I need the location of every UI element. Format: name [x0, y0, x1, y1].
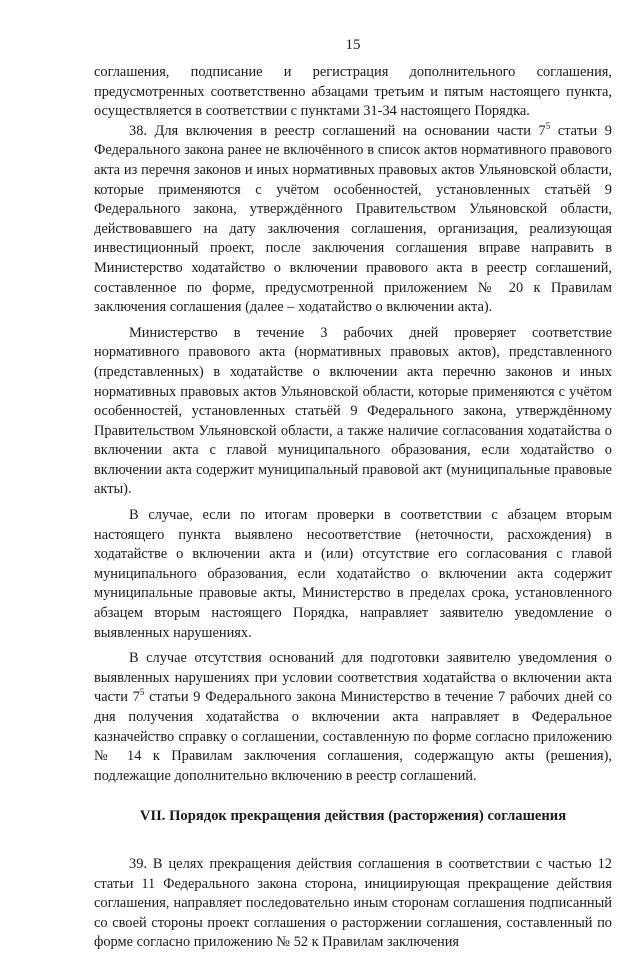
superscript: 5 — [139, 687, 145, 698]
document-page — [94, 36, 612, 953]
section-heading: VII. Порядок прекращения действия (расторжения) соглашения — [139, 808, 567, 825]
paragraph-discrepancy: В случае, если по итогам проверки в соответствии с абзацем вторым настоящего пункта выявлено несоответствие (неточности, расхождения) в ходатайстве о включении акта и (или) отсутствие его согласования с главой муниципального образования, если ходатайство о включении акта содержит муниципальные правовые акты, Министерство в пределах срока, установленного абзацем вторым настоящего Порядка, направляет заявителю уведомление о выявленных нарушениях. — [94, 507, 612, 641]
paragraph-no-grounds-start: В случае отсутствия оснований для подготовки заявителю уведомления о выявленных нарушениях при условии соответствия ходатайства о включении акта части 7 — [94, 650, 612, 706]
page-number: 15 — [345, 37, 361, 53]
paragraph-no-grounds-rest: статьи 9 Федерального закона Министерство в течение 7 рабочих дней со дня получения ходатайства о включении акта направляет в Федеральное казначейство справку о соглашении, составленную по форме согласно приложению № 14 к Правилам заключения соглашения, содержащую акты (решения), подлежащие дополнительно включению в реестр соглашений. — [94, 689, 612, 784]
paragraph-continuation: соглашения, подписание и регистрация дополнительного соглашения, предусмотренных соответственно абзацами третьим и пятым настоящего пункта, осуществляется в соответствии с пунктами 31-34 настоящего Порядка. — [94, 64, 612, 120]
paragraph-38-start: 38. Для включения в реестр соглашений на основании части 7 — [129, 122, 546, 139]
paragraph-39: 39. В целях прекращения действия соглашения в соответствии с частью 12 статьи 11 Федерального закона сторона, инициирующая прекращение действия соглашения, направляет последовательно иным сторонам соглашения подписанный со своей стороны проект соглашения о расторжении соглашения, составленный по форме согласно приложению № 52 к Правилам заключения — [94, 855, 612, 951]
paragraph-no-grounds — [94, 649, 612, 786]
paragraph-38 — [94, 122, 612, 318]
superscript: 5 — [545, 120, 551, 131]
paragraph-ministry-check: Министерство в течение 3 рабочих дней проверяет соответствие нормативного правового акта (нормативных правовых актов), представленного (представленных) в ходатайстве о включении акта перечню законов и иных нормативных правовых актов Ульяновской области, которые применяются с учётом особенностей, установленных статьёй 9 Федерального закона, утверждённому Правительством Ульяновской области, а также наличие согласования ходатайства о включении акта с главой муниципального образования, если ходатайство о включении акта содержит муниципальный правовой акт (муниципальные правовые акты). — [94, 324, 612, 498]
paragraph-38-rest: статьи 9 Федерального закона ранее не включённого в список актов нормативного правового акта из перечня законов и иных нормативных правовых актов Ульяновской области, которые применяются с учётом особенностей, установленных статьёй 9 Федерального закона, утверждённого Правительством Ульяновской области, действовавшего на дату заключения соглашения, организация, реализующая инвестиционный проект, после заключения соглашения вправе направить в Министерство ходатайство о включении правового акта в реестр соглашений, составленное по форме, предусмотренной приложением № 20 к Правилам заключения соглашения (далее – ходатайство о включении акта). — [94, 122, 613, 316]
